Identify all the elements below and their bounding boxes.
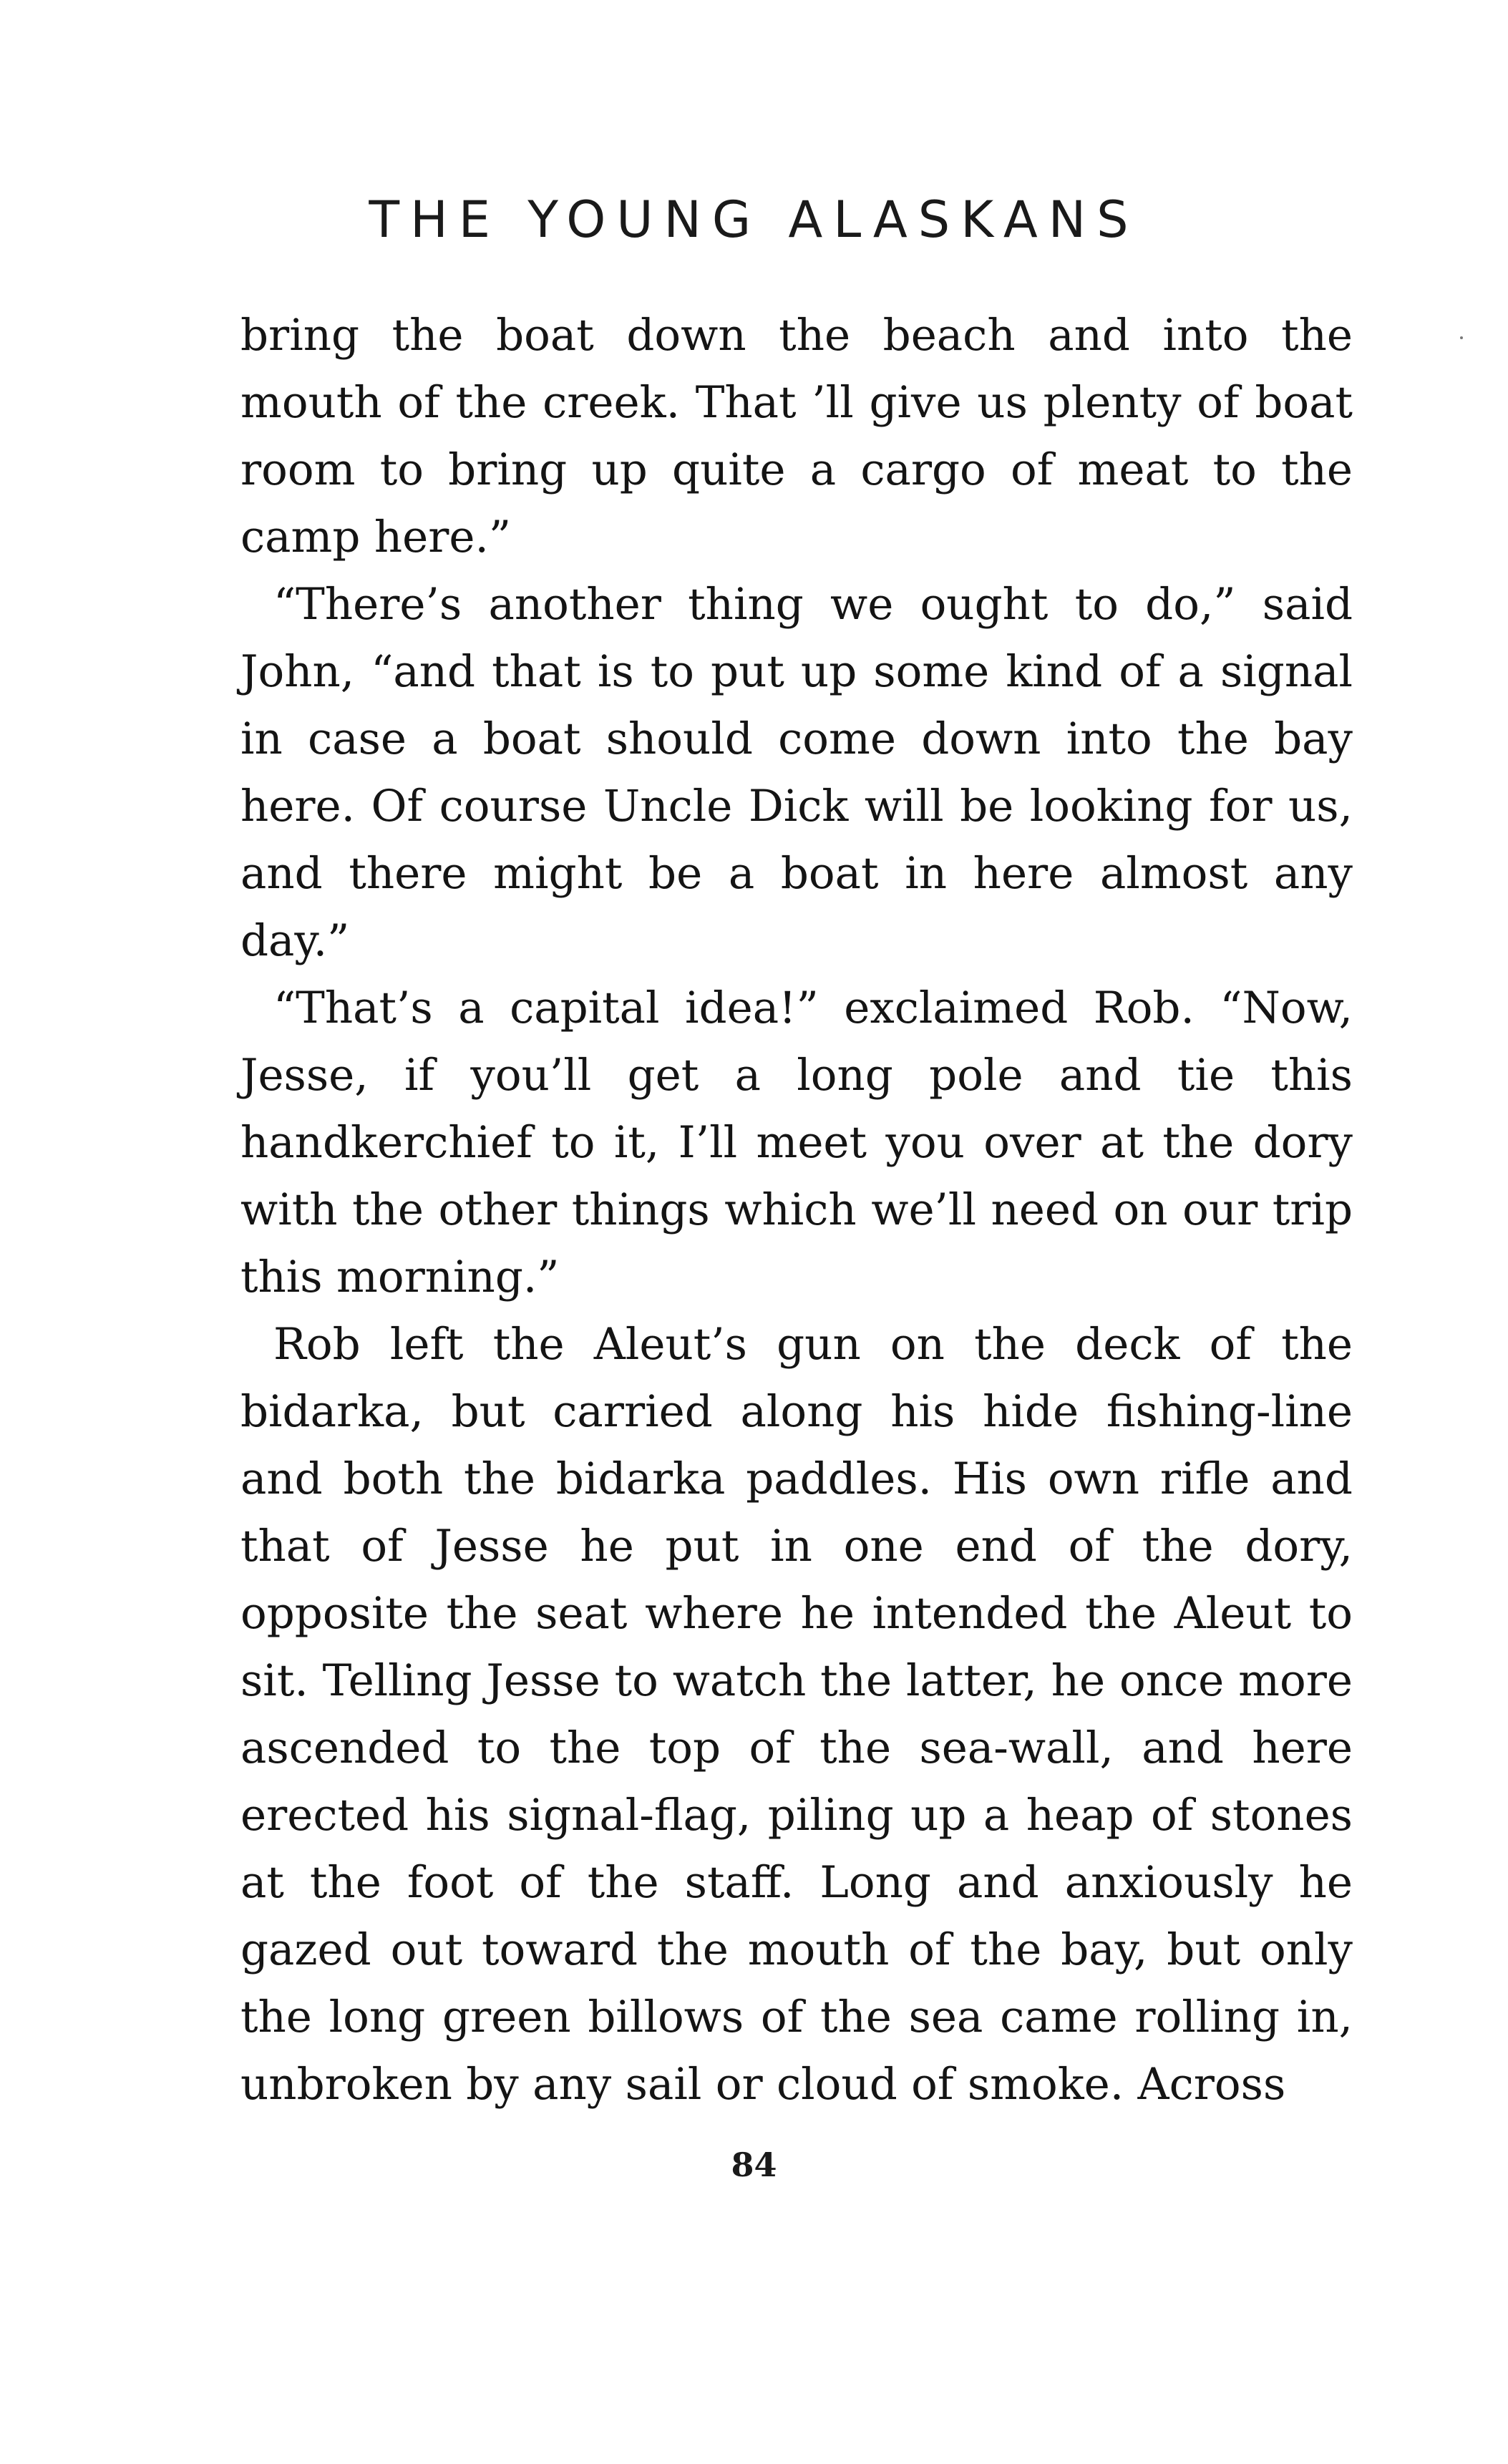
page-number: 84	[731, 2146, 777, 2184]
ink-speck	[1460, 336, 1463, 339]
paragraph: “There’s another thing we ought to do,” said John, “and that is to put up some kind of a signal in case a boat should come down into the bay here. Of course Uncle Dick will be looking for us, and there might be a boat in here almost any day.”	[240, 579, 1353, 966]
paragraph: “That’s a capital idea!” exclaimed Rob. “Now, Jesse, if you’ll get a long pole and tie this handkerchief to it, I’ll meet you over at the dory with the other things which we’ll need on our trip this morning.”	[240, 983, 1353, 1302]
paragraph-continued: bring the boat down the beach and into the mouth of the creek. That ’ll give us plenty of boat room to bring up quite a cargo of meat to the camp here.”	[240, 310, 1353, 563]
paragraph: Rob left the Aleut’s gun on the deck of the bidarka, but carried along his hide fishing-line and both the bidarka paddles. His own rifle and that of Jesse he put in one end of the dory, opposite the seat where he intended the Aleut to sit. Telling Jesse to watch the latter, he once more ascended to the top of the sea-wall, and here erected his signal-flag, piling up a heap of stones at the foot of the staff. Long and anxiously he gazed out toward the mouth of the bay, but only the long green billows of the sea came rolling in, unbroken by any sail or cloud of smoke. Across	[240, 1319, 1353, 2110]
running-head: THE YOUNG ALASKANS	[369, 190, 1139, 249]
body-text	[240, 302, 1353, 2118]
